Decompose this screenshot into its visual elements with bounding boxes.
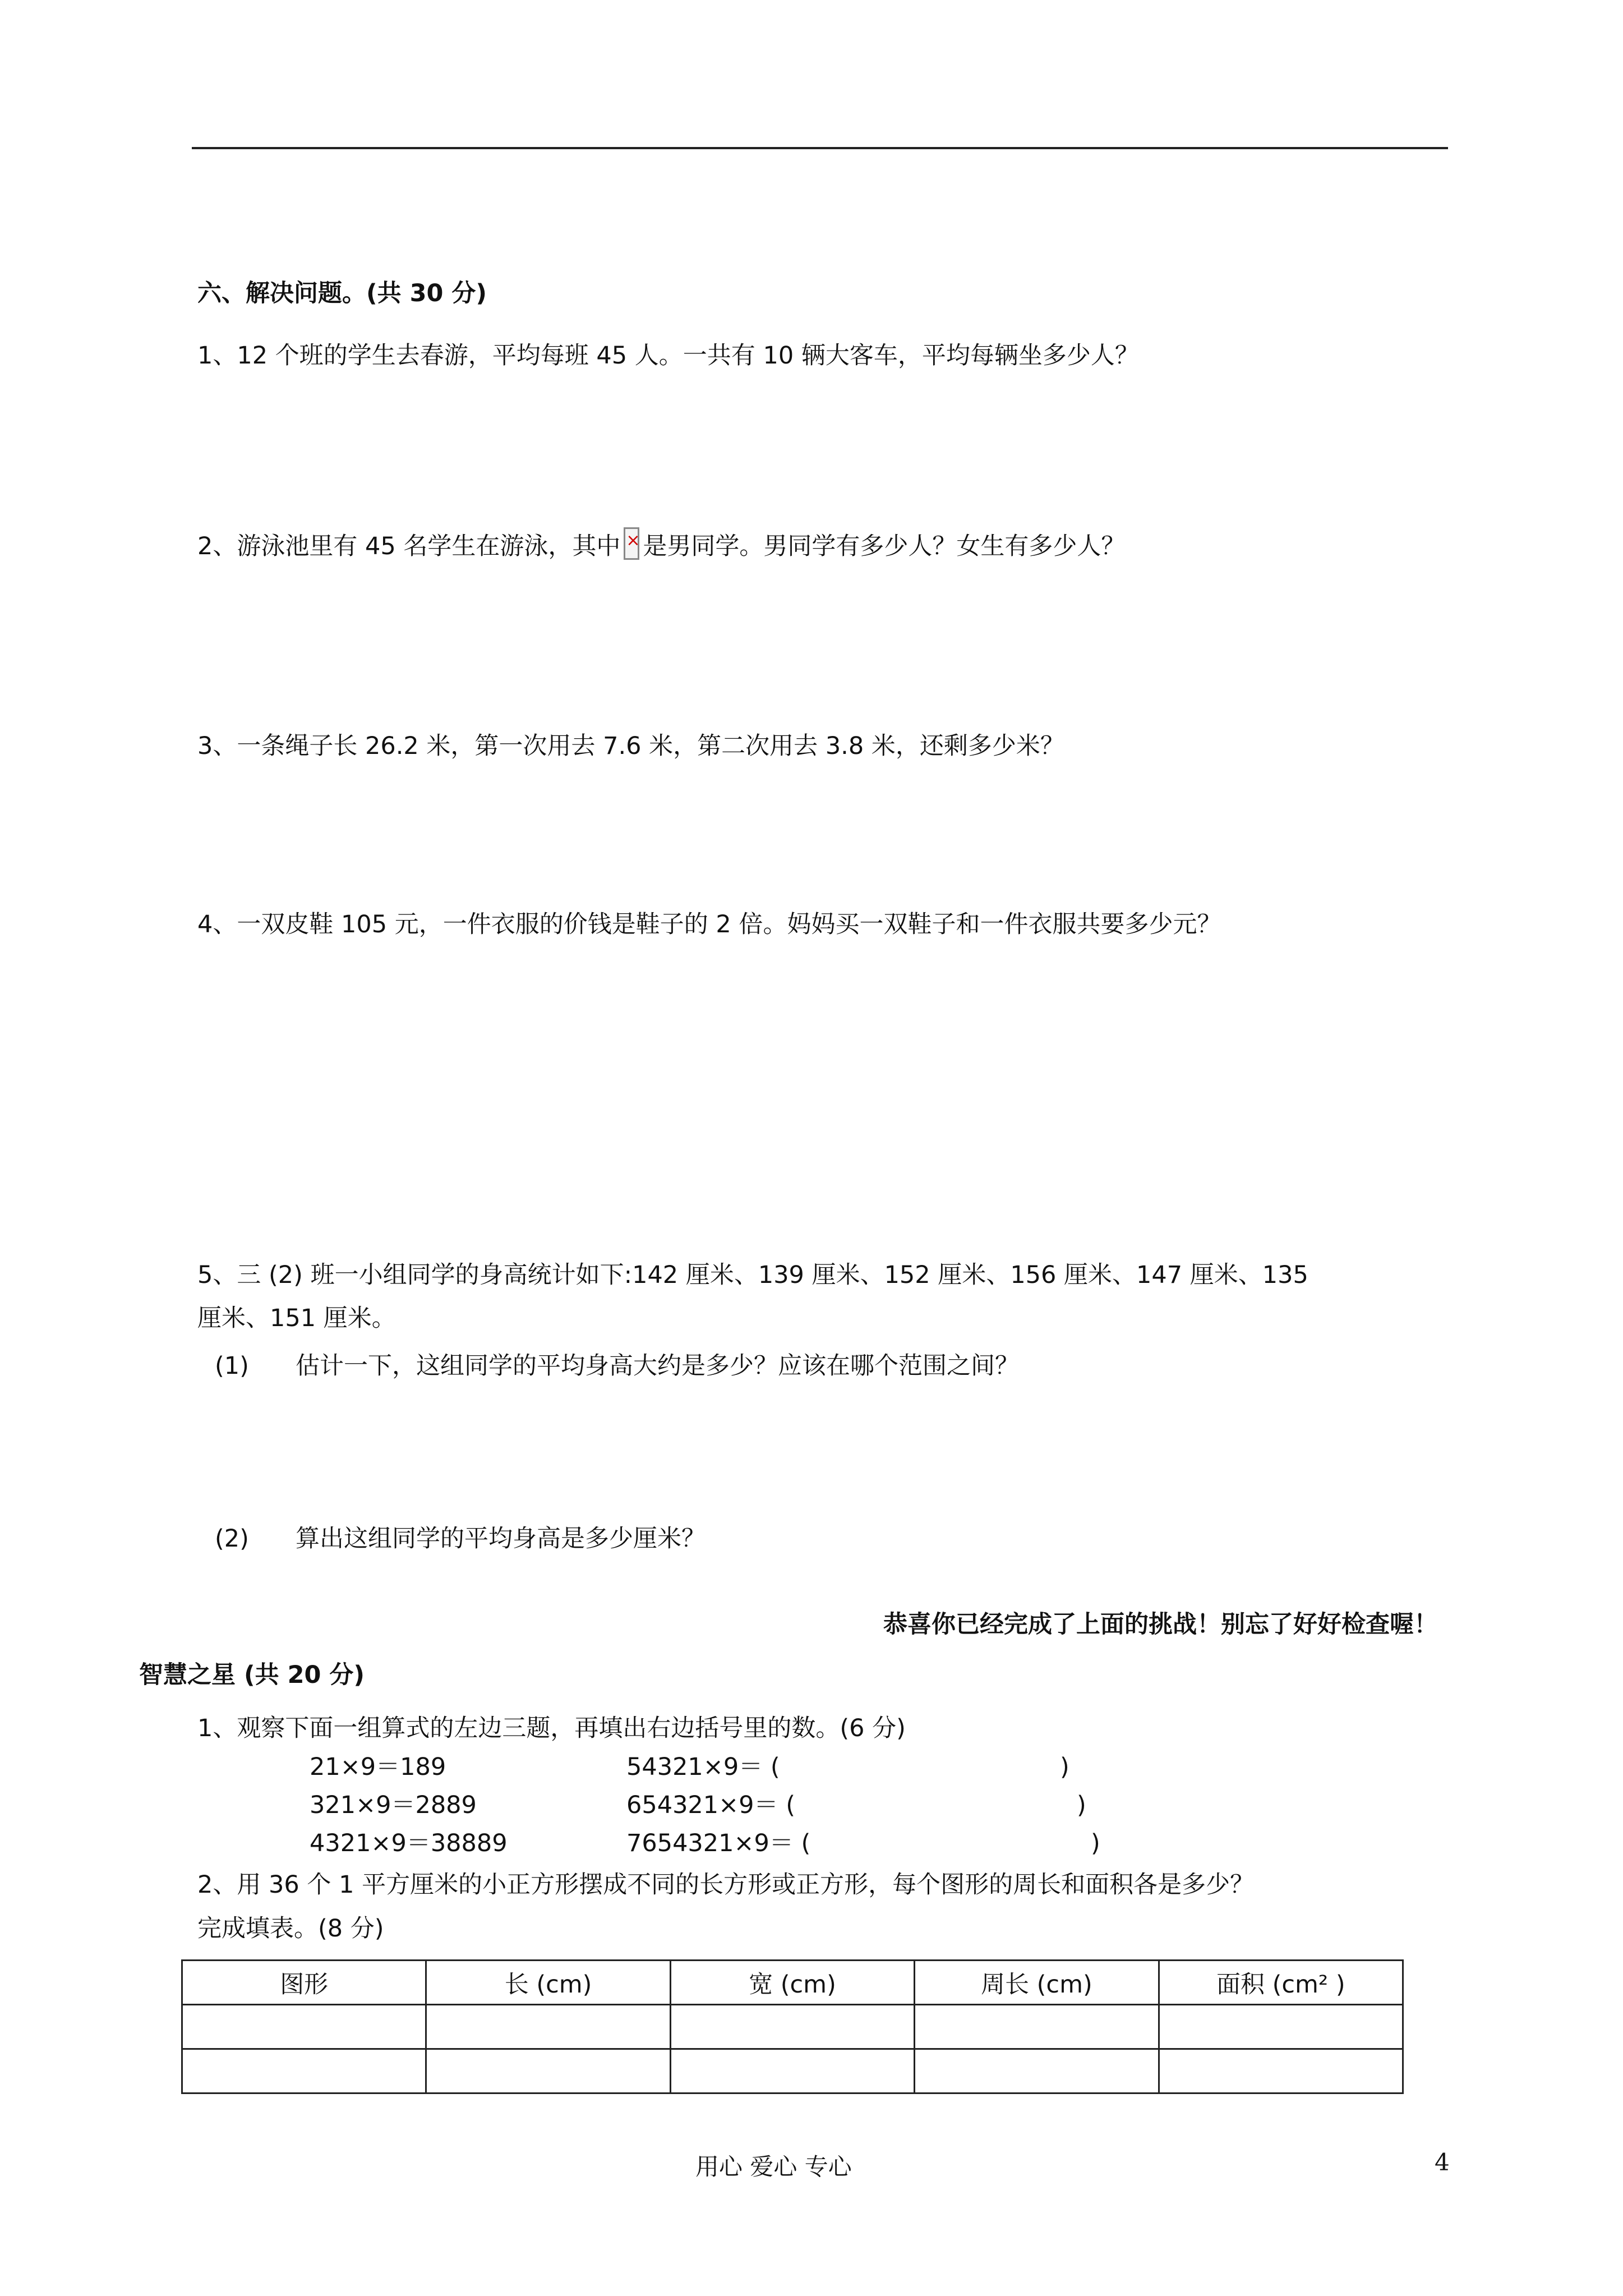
congrats-message: 恭喜你已经完成了上面的挑战！别忘了好好检查喔！ — [883, 1611, 1438, 1639]
table-cell-blank[interactable] — [182, 2049, 426, 2093]
equation-right-2: 654321×9＝ ( — [626, 1791, 795, 1819]
question-1: 1、12 个班的学生去春游，平均每班 45 人。一共有 10 辆大客车，平均每辆坐多少人？ — [197, 342, 1139, 370]
question-5-line-2: 厘米、151 厘米。 — [197, 1304, 396, 1332]
wisdom-heading: 智慧之星 (共 20 分) — [139, 1661, 365, 1689]
table-row — [182, 2049, 1403, 2093]
wisdom-question-2-line-1: 2、用 36 个 1 平方厘米的小正方形摆成不同的长方形或正方形，每个图形的周长和面积各是多少？ — [197, 1871, 1255, 1899]
table-header-cell: 宽 (cm) — [670, 1961, 914, 2005]
question-5-line-1: 5、三 (2) 班一小组同学的身高统计如下:142 厘米、139 厘米、152 厘米、156 厘米、147 厘米、135 — [197, 1261, 1308, 1289]
question-5-sub-2-number: (2) — [215, 1525, 249, 1553]
wisdom-question-2-line-2: 完成填表。(8 分) — [197, 1915, 384, 1943]
table-header-cell: 周长 (cm) — [915, 1961, 1159, 2005]
table-cell-blank[interactable] — [1159, 2049, 1403, 2093]
table-cell-blank[interactable] — [915, 2005, 1159, 2049]
table-row — [182, 2005, 1403, 2049]
question-2-text-before: 2、游泳池里有 45 名学生在游泳，其中 — [197, 532, 621, 560]
broken-image-icon — [624, 527, 639, 560]
equation-close-3: ) — [1091, 1829, 1100, 1857]
table-header-cell: 图形 — [182, 1961, 426, 2005]
equation-close-2: ) — [1077, 1791, 1086, 1819]
equation-right-1: 54321×9＝ ( — [626, 1753, 780, 1781]
table-cell-blank[interactable] — [426, 2049, 670, 2093]
table-cell-blank[interactable] — [915, 2049, 1159, 2093]
equation-left-2: 321×9＝2889 — [310, 1791, 477, 1819]
table-header-cell: 长 (cm) — [426, 1961, 670, 2005]
table-cell-blank[interactable] — [670, 2005, 914, 2049]
question-3: 3、一条绳子长 26.2 米，第一次用去 7.6 米，第二次用去 3.8 米，还剩多少米？ — [197, 732, 1064, 760]
table-header-cell: 面积 (cm² ) — [1159, 1961, 1403, 2005]
equation-left-3: 4321×9＝38889 — [310, 1829, 508, 1857]
section-six-heading: 六、解决问题。(共 30 分) — [197, 279, 487, 307]
table-header-row — [182, 1961, 1403, 2005]
question-5-sub-2-text: 算出这组同学的平均身高是多少厘米？ — [296, 1525, 706, 1553]
equation-right-3: 7654321×9＝ ( — [626, 1829, 811, 1857]
question-5-sub-1-number: (1) — [215, 1352, 249, 1380]
question-2-text-after: 是男同学。男同学有多少人？女生有多少人？ — [643, 532, 1126, 560]
header-rule — [192, 147, 1448, 149]
question-4: 4、一双皮鞋 105 元，一件衣服的价钱是鞋子的 2 倍。妈妈买一双鞋子和一件衣服共要多少元？ — [197, 910, 1221, 938]
table-cell-blank[interactable] — [1159, 2005, 1403, 2049]
question-2 — [197, 527, 1125, 562]
footer-motto: 用心 爱心 专心 — [695, 2153, 852, 2180]
fill-in-table — [181, 1959, 1404, 2094]
page-number: 4 — [1435, 2148, 1450, 2176]
table-cell-blank[interactable] — [182, 2005, 426, 2049]
equation-left-1: 21×9＝189 — [310, 1753, 446, 1781]
wisdom-question-1: 1、观察下面一组算式的左边三题，再填出右边括号里的数。(6 分) — [197, 1714, 906, 1742]
question-5-sub-1-text: 估计一下，这组同学的平均身高大约是多少？应该在哪个范围之间？ — [296, 1352, 1019, 1380]
table-cell-blank[interactable] — [426, 2005, 670, 2049]
equation-close-1: ) — [1060, 1753, 1069, 1781]
table-cell-blank[interactable] — [670, 2049, 914, 2093]
